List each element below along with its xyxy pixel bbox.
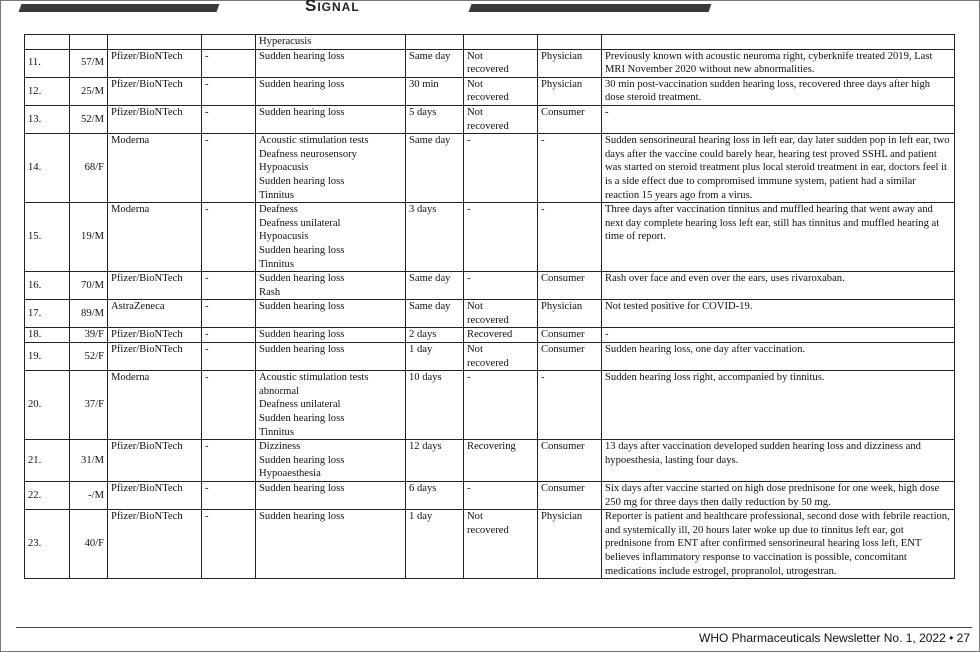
reaction-terms-cell (256, 440, 406, 482)
dash-cell: - (202, 272, 256, 300)
reaction-term: Sudden hearing loss (259, 273, 345, 285)
outcome-cell (464, 134, 538, 203)
description-cell (602, 49, 955, 77)
table-row (25, 510, 955, 579)
outcome-cell (464, 328, 538, 343)
reporter-cell: - (538, 371, 602, 440)
description-cell (602, 300, 955, 328)
reaction-term: Sudden hearing loss (259, 244, 345, 256)
outcome-text: - (467, 204, 471, 216)
reaction-terms-cell (256, 300, 406, 328)
case-description: Rash over face and even over the ears, uses rivaroxaban. (605, 273, 845, 285)
reaction-term: Sudden hearing loss (259, 78, 345, 90)
reaction-terms-cell (256, 343, 406, 371)
outcome-text: Not (467, 344, 483, 356)
reporter-cell: Consumer (538, 343, 602, 371)
table-row (25, 105, 955, 133)
case-number-cell: 16. (25, 272, 70, 300)
onset-cell: 1 day (406, 343, 464, 371)
description-cell (602, 371, 955, 440)
vaccine-cell: Pfizer/BioNTech (108, 328, 202, 343)
reaction-term: Sudden hearing loss (259, 344, 345, 356)
reaction-term: Sudden hearing loss (259, 329, 345, 341)
outcome-text: recovered (467, 64, 509, 76)
reaction-term: Tinnitus (259, 258, 294, 270)
case-number-cell: 12. (25, 77, 70, 105)
onset-cell: 10 days (406, 371, 464, 440)
vaccine-cell: AstraZeneca (108, 300, 202, 328)
reaction-term: Deafness unilateral (259, 399, 341, 411)
reporter-cell: Consumer (538, 105, 602, 133)
outcome-cell (464, 510, 538, 579)
vaccine-cell: Pfizer/BioNTech (108, 440, 202, 482)
outcome-cell (464, 203, 538, 272)
dash-cell: - (202, 343, 256, 371)
outcome-cell (464, 49, 538, 77)
dash-cell: - (202, 510, 256, 579)
table-row (25, 482, 955, 510)
reaction-term: Hypoacusis (259, 231, 309, 243)
table-row (25, 134, 955, 203)
reaction-term: Sudden hearing loss (259, 454, 345, 466)
reporter-cell: Consumer (538, 482, 602, 510)
dash-cell: - (202, 49, 256, 77)
reaction-term: Deafness unilateral (259, 217, 341, 229)
vaccine-cell: Pfizer/BioNTech (108, 105, 202, 133)
dash-cell: - (202, 328, 256, 343)
outcome-text: - (467, 135, 471, 147)
onset-cell: Same day (406, 49, 464, 77)
reaction-terms-cell (256, 49, 406, 77)
vaccine-cell: Moderna (108, 371, 202, 440)
vaccine-cell: Pfizer/BioNTech (108, 272, 202, 300)
case-description: 30 min post-vaccination sudden hearing loss, recovered three days after high dose steroid treatment. (605, 78, 931, 104)
vaccine-cell: Pfizer/BioNTech (108, 510, 202, 579)
footer-rule (16, 627, 972, 628)
age-sex-cell: 70/M (70, 272, 108, 300)
outcome-cell (464, 482, 538, 510)
onset-cell: Same day (406, 134, 464, 203)
dash-cell: - (202, 482, 256, 510)
outcome-cell (464, 300, 538, 328)
footer-text: WHO Pharmaceuticals Newsletter No. 1, 2022 • 27 (699, 631, 970, 645)
onset-cell: Same day (406, 272, 464, 300)
age-sex-cell: 68/F (70, 134, 108, 203)
table-row (25, 49, 955, 77)
outcome-cell (464, 272, 538, 300)
reporter-cell: - (538, 134, 602, 203)
description-cell (602, 134, 955, 203)
outcome-text: Not (467, 50, 483, 62)
age-sex-cell: 52/F (70, 343, 108, 371)
description-cell (602, 343, 955, 371)
outcome-text: recovered (467, 524, 509, 536)
case-number-cell: 19. (25, 343, 70, 371)
dash-cell: - (202, 440, 256, 482)
dash-cell: - (202, 77, 256, 105)
case-number-cell: 15. (25, 203, 70, 272)
description-cell (602, 510, 955, 579)
header-bar-right (469, 4, 712, 12)
outcome-text: - (467, 483, 471, 494)
onset-cell: 5 days (406, 105, 464, 133)
reaction-terms-cell (256, 371, 406, 440)
outcome-text: Not (467, 511, 483, 523)
outcome-cell (464, 77, 538, 105)
age-sex-cell: 19/M (70, 203, 108, 272)
reporter-cell: Physician (538, 300, 602, 328)
case-number-cell: 20. (25, 371, 70, 440)
outcome-text: recovered (467, 314, 509, 326)
onset-cell: 2 days (406, 328, 464, 343)
dash-cell: - (202, 371, 256, 440)
case-number-cell: 21. (25, 440, 70, 482)
case-description: Sudden hearing loss, one day after vaccination. (605, 344, 806, 356)
description-cell (602, 105, 955, 133)
vaccine-cell: Pfizer/BioNTech (108, 482, 202, 510)
age-sex-cell: 89/M (70, 300, 108, 328)
outcome-text: recovered (467, 92, 509, 104)
age-sex-cell: 57/M (70, 49, 108, 77)
table-row (25, 272, 955, 300)
reaction-term: Deafness neurosensory (259, 148, 357, 160)
outcome-text: recovered (467, 357, 509, 369)
reaction-terms-cell (256, 77, 406, 105)
outcome-text: - (467, 372, 471, 384)
reaction-term: Tinnitus (259, 189, 294, 201)
reaction-terms-cell: Hyperacusis (256, 35, 406, 50)
description-cell (602, 272, 955, 300)
reaction-terms-cell (256, 482, 406, 510)
vaccine-cell: Pfizer/BioNTech (108, 49, 202, 77)
dash-cell: - (202, 105, 256, 133)
outcome-text: Not (467, 106, 483, 118)
header-bar-left (19, 4, 220, 12)
onset-cell: 30 min (406, 77, 464, 105)
description-cell (602, 77, 955, 105)
case-number-cell: 13. (25, 105, 70, 133)
vaccine-cell: Moderna (108, 134, 202, 203)
reporter-cell: Physician (538, 77, 602, 105)
age-sex-cell: 52/M (70, 105, 108, 133)
vaccine-cell: Moderna (108, 203, 202, 272)
outcome-text: Not (467, 78, 483, 90)
onset-cell: 6 days (406, 482, 464, 510)
case-description: - (605, 106, 609, 118)
reaction-term: Sudden hearing loss (259, 301, 345, 313)
reporter-cell: Physician (538, 510, 602, 579)
reaction-term: Acoustic stimulation tests (259, 372, 369, 384)
age-sex-cell: 40/F (70, 510, 108, 579)
outcome-cell (464, 371, 538, 440)
reaction-terms-cell (256, 272, 406, 300)
dash-cell: - (202, 134, 256, 203)
reaction-term: Acoustic stimulation tests (259, 135, 369, 147)
case-table-body (25, 35, 955, 579)
reaction-term: Sudden hearing loss (259, 106, 345, 118)
table-row (25, 328, 955, 343)
case-description: Reporter is patient and healthcare professional, second dose with febrile reaction, and systemically ill, 20 hours later woke up due to tinnitus left ear, got prednisone from ENT after confirmed sensorineural hearing loss left, ENT believes inflammatory response to vaccination is possible, concomitant medications include estrogel, propranolol, utrogestran. (605, 511, 950, 577)
reaction-terms-cell (256, 105, 406, 133)
case-description: Three days after vaccination tinnitus and muffled hearing that went away and next day complete hearing loss left ear, still has tinnitus and muffled hearing at time of report. (605, 204, 940, 243)
reaction-term: Sudden hearing loss (259, 50, 345, 62)
description-cell (602, 328, 955, 343)
outcome-text: Recovering (467, 441, 516, 453)
case-description: Not tested positive for COVID-19. (605, 301, 753, 313)
reaction-terms-cell (256, 328, 406, 343)
case-number-cell: 22. (25, 482, 70, 510)
vaccine-cell: Pfizer/BioNTech (108, 343, 202, 371)
outcome-text: Not (467, 301, 483, 313)
reaction-terms-cell (256, 510, 406, 579)
reaction-term: Sudden hearing loss (259, 483, 345, 494)
reaction-terms-cell (256, 203, 406, 272)
case-description: Previously known with acoustic neuroma right, cyberknife treated 2019, Last MRI November 2020 without new abnormalities. (605, 50, 933, 76)
table-row (25, 77, 955, 105)
case-number-cell: 23. (25, 510, 70, 579)
case-number-cell: 18. (25, 328, 70, 343)
section-title: Signal (305, 0, 360, 15)
outcome-cell (464, 105, 538, 133)
reaction-term: Tinnitus (259, 426, 294, 438)
dash-cell: - (202, 203, 256, 272)
case-table (24, 34, 955, 579)
reaction-term: abnormal (259, 385, 300, 397)
vaccine-cell: Pfizer/BioNTech (108, 77, 202, 105)
table-row (25, 440, 955, 482)
onset-cell: Same day (406, 300, 464, 328)
reaction-term: Deafness (259, 204, 298, 216)
reaction-term: Rash (259, 286, 281, 298)
onset-cell: 3 days (406, 203, 464, 272)
reporter-cell: Consumer (538, 328, 602, 343)
onset-cell: 12 days (406, 440, 464, 482)
case-description: Sudden hearing loss right, accompanied by tinnitus. (605, 372, 825, 384)
reporter-cell: Consumer (538, 440, 602, 482)
outcome-text: Recovered (467, 329, 513, 341)
reaction-term: Sudden hearing loss (259, 413, 345, 425)
outcome-cell (464, 343, 538, 371)
case-description: Sudden sensorineural hearing loss in left ear, day later sudden pop in left ear, two days after the vaccine could barely hear, hearing test proved SSHL and patient was started on steroid treatment plus local steroid treatment in ear, doctors feel it is a side effect due to compromised immune system, patient had a similar reaction 15 years ago from a virus. (605, 135, 950, 201)
table-row (25, 300, 955, 328)
reaction-term: Sudden hearing loss (259, 175, 345, 187)
case-number-cell: 17. (25, 300, 70, 328)
reaction-term: Dizziness (259, 441, 301, 453)
table-row (25, 371, 955, 440)
onset-cell: 1 day (406, 510, 464, 579)
table-row (25, 203, 955, 272)
description-cell (602, 482, 955, 510)
age-sex-cell: 39/F (70, 328, 108, 343)
case-number-cell: 14. (25, 134, 70, 203)
description-cell (602, 440, 955, 482)
table-row-fragment (25, 35, 955, 50)
case-number-cell: 11. (25, 49, 70, 77)
reaction-term: Sudden hearing loss (259, 511, 345, 523)
age-sex-cell: 25/M (70, 77, 108, 105)
reaction-term: Hypoaesthesia (259, 468, 321, 480)
dash-cell: - (202, 300, 256, 328)
outcome-text: - (467, 273, 471, 285)
age-sex-cell: 31/M (70, 440, 108, 482)
case-description: 13 days after vaccination developed sudden hearing loss and dizziness and hypoesthesia, lasting four days. (605, 441, 921, 466)
case-description: - (605, 329, 609, 341)
reporter-cell: - (538, 203, 602, 272)
case-description: Six days after vaccine started on high dose prednisone for one week, high dose 250 mg for three days then daily reduction by 50 mg. (605, 483, 940, 508)
outcome-text: recovered (467, 120, 509, 132)
age-sex-cell: -/M (70, 482, 108, 510)
table-row (25, 343, 955, 371)
outcome-cell (464, 440, 538, 482)
reaction-term: Hypoacusis (259, 162, 309, 174)
reaction-terms-cell (256, 134, 406, 203)
reporter-cell: Consumer (538, 272, 602, 300)
reporter-cell: Physician (538, 49, 602, 77)
description-cell (602, 203, 955, 272)
age-sex-cell: 37/F (70, 371, 108, 440)
